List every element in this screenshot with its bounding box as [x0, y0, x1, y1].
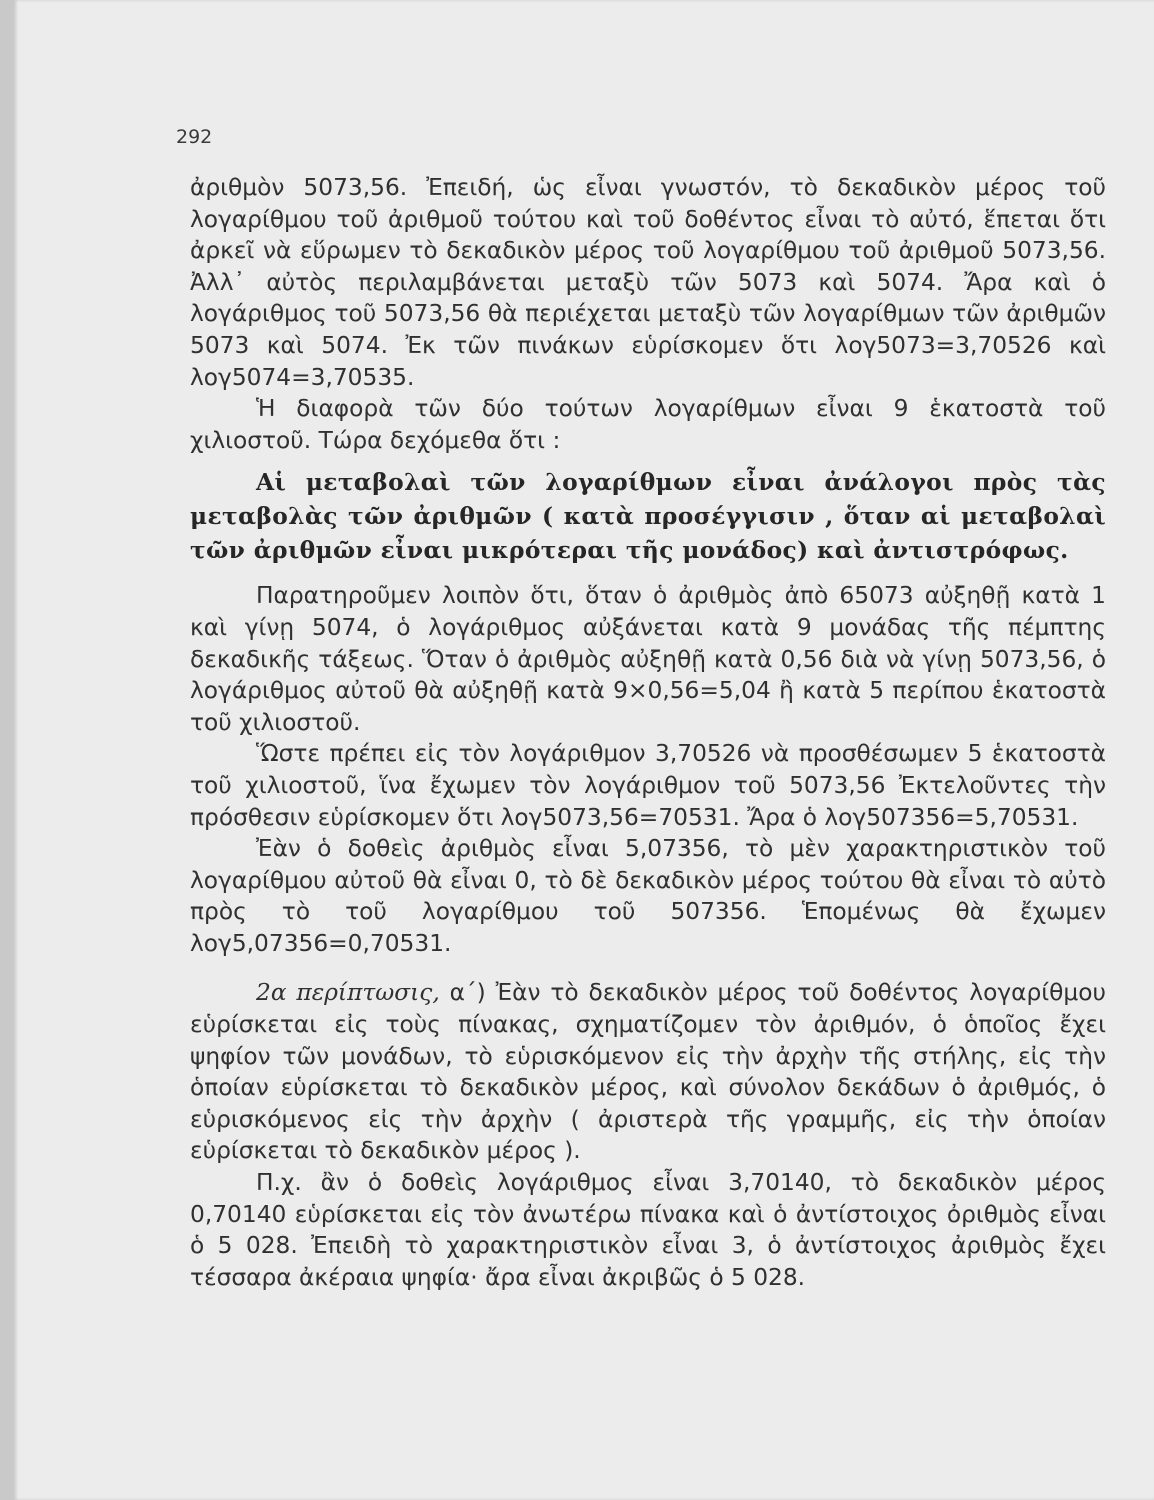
- theorem-statement: Αἱ μεταβολαὶ τῶν λογαρίθμων εἶναι ἀνάλογοι πρὸς τὰς μεταβολὰς τῶν ἀριθμῶν ( κατὰ προσέγγισιν , ὅταν αἱ μεταβολαὶ τῶν ἀριθμῶν εἶναι μικρότεραι τῆς μονάδος) καὶ ἀντιστρόφως.: [190, 469, 1106, 565]
- case-label: 2α περίπτωσις,: [256, 979, 440, 1007]
- book-page: [14, 0, 1154, 1500]
- paragraph-6: [190, 977, 1106, 1167]
- page-number: 292: [176, 126, 213, 148]
- paragraph-6-text: α΄) Ἐὰν τὸ δεκαδικὸν μέρος τοῦ δοθέντος λογαρίθμου εὑρίσκεται εἰς τοὺς πίνακας, σχηματίζομεν τὸν ἀριθμόν, ὁ ὁποῖος ἔχει ψηφίον τῶν μονάδων, τὸ εὑρισκόμενον εἰς τὴν ἀρχὴν τῆς στήλης, εἰς τὴν ὁποίαν εὑρίσκεται τὸ δεκαδικὸν μέρος, καὶ σύνολον δεκάδων ὁ ἀριθμός, ὁ εὑρισκόμενος εἰς τὴν ἀρχὴν ( ἀριστερὰ τῆς γραμμῆς, εἰς τὴν ὁποίαν εὑρίσκεται τὸ δεκαδικὸν μέρος ).: [190, 979, 1106, 1165]
- paragraph-7: Π.χ. ἂν ὁ δοθεὶς λογάριθμος εἶναι 3,70140, τὸ δεκαδικὸν μέρος 0,70140 εὑρίσκεται εἰς τὸν ἀνωτέρω πίνακα καὶ ὁ ἀντίστοιχος ὀριθμὸς εἶναι ὁ 5 028. Ἐπειδὴ τὸ χαρακτηριστικὸν εἶναι 3, ὁ ἀντίστοιχος ἀριθμὸς ἔχει τέσσαρα ἀκέραια ψηφία· ἄρα εἶναι ἀκριβῶς ὁ 5 028.: [190, 1169, 1106, 1291]
- paragraph-5: Ἐὰν ὁ δοθεὶς ἀριθμὸς εἶναι 5,07356, τὸ μὲν χαρακτηριστικὸν τοῦ λογαρίθμου αὐτοῦ θὰ εἶναι 0, τὸ δὲ δεκαδικὸν μέρος τούτου θὰ εἶναι τὸ αὐτὸ πρὸς τὸ τοῦ λογαρίθμου τοῦ 507356. Ἑπομένως θὰ ἔχωμεν λογ5,07356=0,70531.: [190, 835, 1106, 957]
- paragraph-gap: [190, 959, 1106, 977]
- paragraph-1: ἀριθμὸν 5073,56. Ἐπειδή, ὡς εἶναι γνωστόν, τὸ δεκαδικὸν μέρος τοῦ λογαρίθμου τοῦ ἀριθμοῦ τούτου καὶ τοῦ δοθέντος εἶναι τὸ αὐτό, ἕπεται ὅτι ἀρκεῖ νὰ εὕρωμεν τὸ δεκαδικὸν μέρος τοῦ λογαρίθμου τοῦ ἀριθμοῦ 5073,56. Ἀλλ᾽ αὐτὸς περιλαμβάνεται μεταξὺ τῶν 5073 καὶ 5074. Ἄρα καὶ ὁ λογάριθμος τοῦ 5073,56 θὰ περιέχεται μεταξὺ τῶν λογαρίθμων τῶν ἀριθμῶν 5073 καὶ 5074. Ἐκ τῶν πινάκων εὑρίσκομεν ὅτι λογ5073=3,70526 καὶ λογ5074=3,70535.: [190, 174, 1106, 391]
- paragraph-2: Ἡ διαφορὰ τῶν δύο τούτων λογαρίθμων εἶναι 9 ἑκατοστὰ τοῦ χιλιοστοῦ. Τώρα δεχόμεθα ὅτι :: [190, 395, 1106, 454]
- paragraph-3: Παρατηροῦμεν λοιπὸν ὅτι, ὅταν ὁ ἀριθμὸς ἀπὸ 65073 αὐξηθῇ κατὰ 1 καὶ γίνῃ 5074, ὁ λογάριθμος αὐξάνεται κατὰ 9 μονάδας τῆς πέμπτης δεκαδικῆς τάξεως. Ὅταν ὁ ἀριθμὸς αὐξηθῇ κατὰ 0,56 διὰ νὰ γίνῃ 5073,56, ὁ λογάριθμος αὐτοῦ θὰ αὐξηθῇ κατὰ 9×0,56=5,04 ἢ κατὰ 5 περίπου ἑκατοστὰ τοῦ χιλιοστοῦ.: [190, 582, 1106, 736]
- body-text: [190, 172, 1106, 1293]
- paragraph-4: Ὥστε πρέπει εἰς τὸν λογάριθμον 3,70526 νὰ προσθέσωμεν 5 ἑκατοστὰ τοῦ χιλιοστοῦ, ἵνα ἔχωμεν τὸν λογάριθμον τοῦ 5073,56 Ἐκτελοῦντες τὴν πρόσθεσιν εὑρίσκομεν ὅτι λογ5073,56=70531. Ἄρα ὁ λογ507356=5,70531.: [190, 740, 1106, 831]
